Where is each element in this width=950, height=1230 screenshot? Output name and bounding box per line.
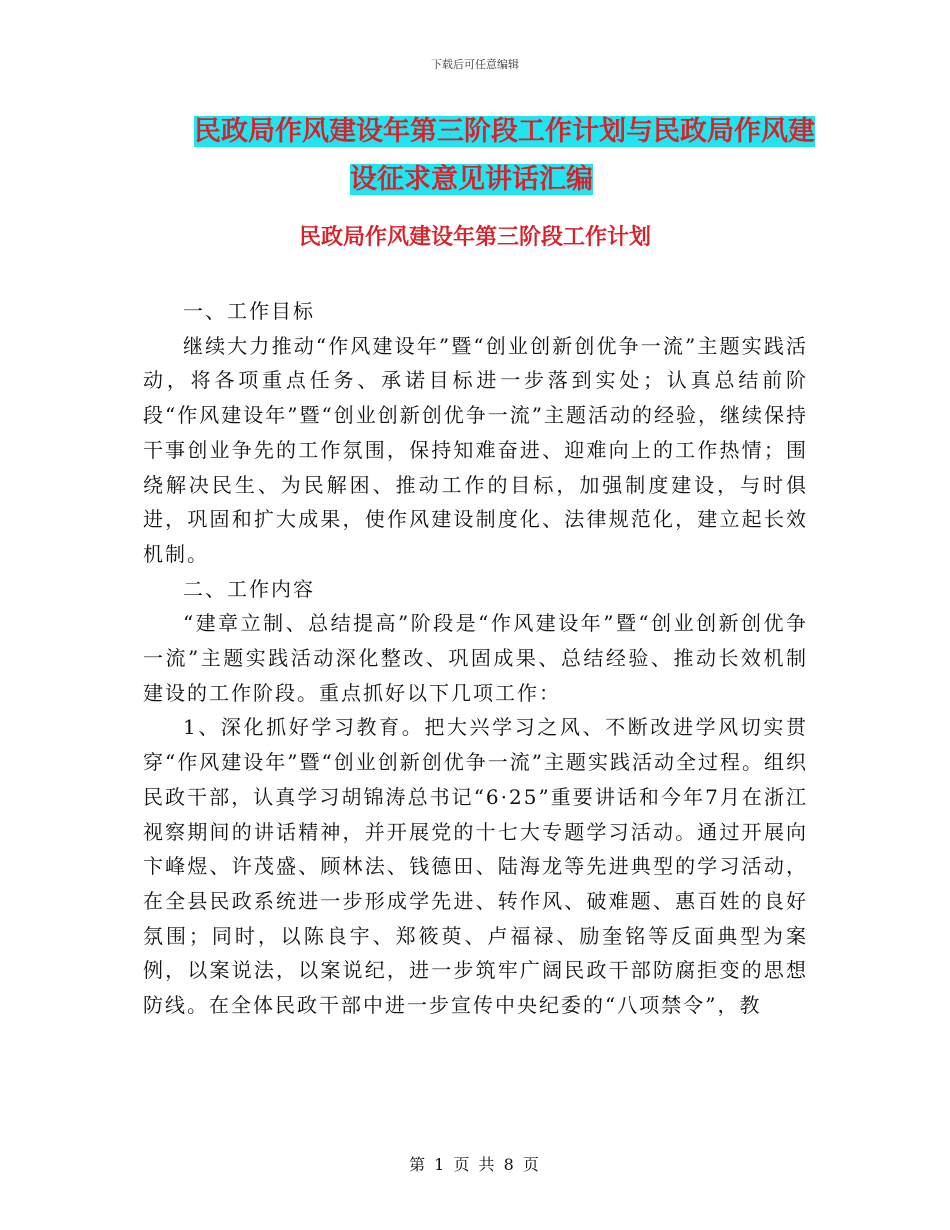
header-note: 下载后可任意编辑	[431, 58, 519, 71]
document-title-line-2	[150, 156, 830, 204]
paragraph-goals: 继续大力推动“作风建设年”暨“创业创新创优争一流”主题实践活动，将各项重点任务、承诺目标进一步落到实处；认真总结前阶段“作风建设年”暨“创业创新创优争一流”主题活动的经验，继续保持干事创业争先的工作氛围，保持知难奋进、迎难向上的工作热情；围绕解决民生、为民解困、推动工作的目标，加强制度建设，与时俱进，巩固和扩大成果，使作风建设制度化、法律规范化，建立起长效机制。	[143, 333, 808, 566]
document-title-line-1	[150, 108, 830, 156]
title-highlight-2: 设征求意见讲话汇编	[350, 164, 593, 195]
paragraph-stage: “建章立制、总结提高”阶段是“作风建设年”暨“创业创新创优争一流”主题实践活动深化整改、巩固成果、总结经验、推动长效机制建设的工作阶段。重点抓好以下几项工作：	[143, 611, 808, 705]
paragraph-study: 1、深化抓好学习教育。把大兴学习之风、不断改进学风切实贯穿“作风建设年”暨“创业创新创优争一流”主题实践活动全过程。组织民政干部，认真学习胡锦涛总书记“6·25”重要讲话和今年7月在浙江视察期间的讲话精神，并开展党的十七大专题学习活动。通过开展向卞峰煜、许茂盛、顾林法、钱德田、陆海龙等先进典型的学习活动，在全县民政系统进一步形成学先进、转作风、破难题、惠百姓的良好氛围；同时，以陈良宇、郑筱萸、卢福禄、励奎铭等反面典型为案例，以案说法，以案说纪，进一步筑牢广阔民政干部防腐拒变的思想防线。在全体民政干部中进一步宣传中央纪委的“八项禁令”，教	[143, 715, 808, 1018]
page-footer: 第 1 页 共 8 页	[409, 1155, 541, 1174]
document-title	[150, 108, 830, 204]
title-highlight-1: 民政局作风建设年第三阶段工作计划与民政局作风建	[194, 116, 815, 147]
heading-work-content: 二、工作内容	[183, 576, 315, 601]
section-title: 民政局作风建设年第三阶段工作计划	[298, 225, 651, 250]
document-body	[143, 294, 808, 1023]
heading-work-goals: 一、工作目标	[183, 299, 315, 323]
